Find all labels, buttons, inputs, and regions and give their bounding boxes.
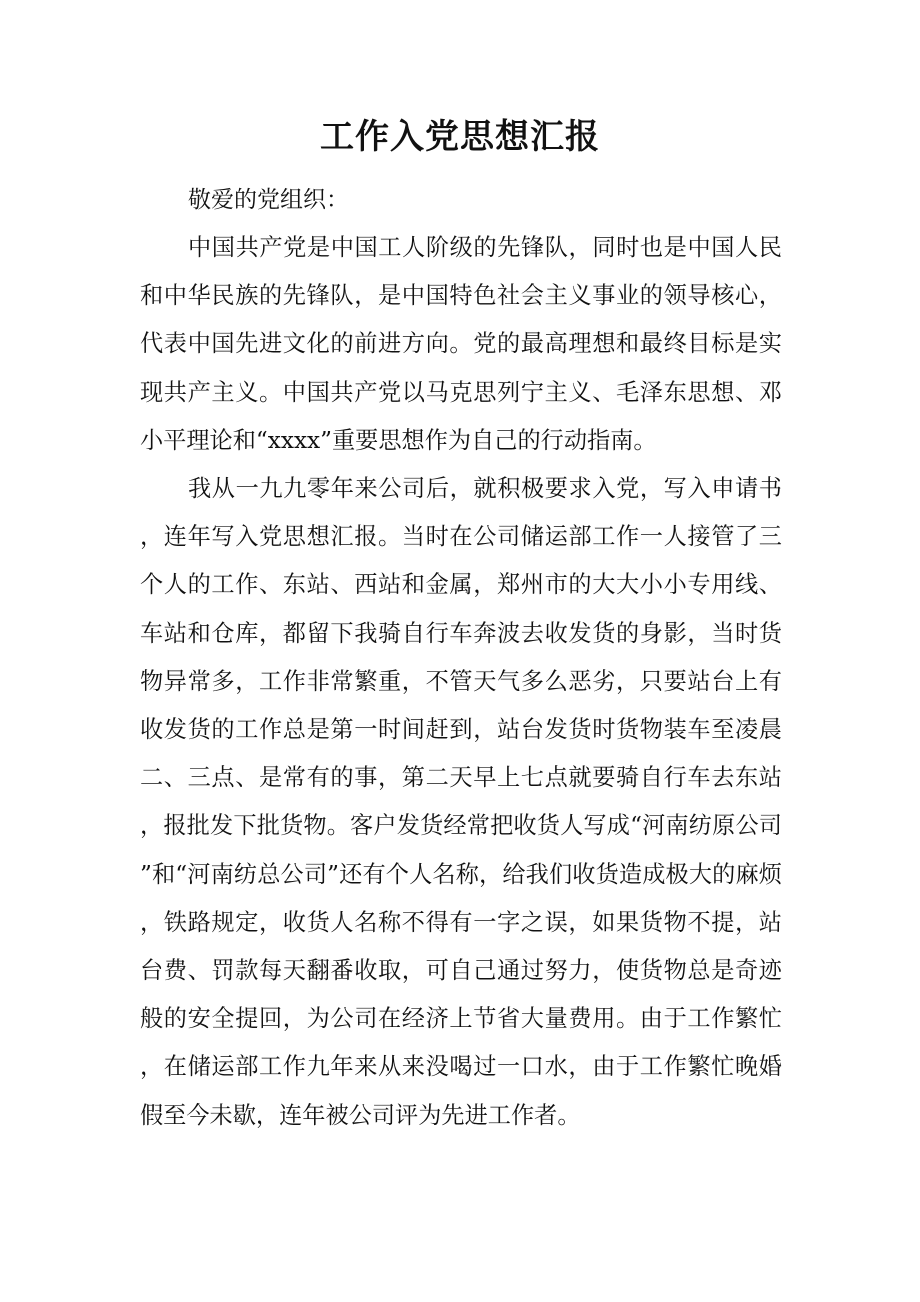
salutation: 敬爱的党组织： [188,187,349,213]
document-body [140,176,782,1140]
document-title: 工作入党思想汇报 [320,117,600,157]
paragraph-2: 我从一九九零年来公司后，就积极要求入党，写入申请书，连年写入党思想汇报。当时在公司储运部工作一人接管了三个人的工作、东站、西站和金属，郑州市的大大小小专用线、车站和仓库，都留下我骑自行车奔波去收发货的身影，当时货物异常多，工作非常繁重，不管天气多么恶劣，只要站台上有收发货的工作总是第一时间赶到，站台发货时货物装车至凌晨二、三点、是常有的事，第二天早上七点就要骑自行车去东站，报批发下批货物。客户发货经常把收货人写成“河南纺原公司”和“河南纺总公司”还有个人名称，给我们收货造成极大的麻烦，铁路规定，收货人名称不得有一字之误，如果货物不提，站台费、罚款每天翻番收取，可自己通过努力，使货物总是奇迹般的安全提回，为公司在经济上节省大量费用。由于工作繁忙，在储运部工作九年来从来没喝过一口水，由于工作繁忙晚婚假至今未歇，连年被公司评为先进工作者。 [140,475,782,1129]
paragraph-1: 中国共产党是中国工人阶级的先锋队，同时也是中国人民和中华民族的先锋队，是中国特色社会主义事业的领导核心，代表中国先进文化的前进方向。党的最高理想和最终目标是实现共产主义。中国共产党以马克思列宁主义、毛泽东思想、邓小平理论和“xxxx”重要思想作为自己的行动指南。 [140,234,782,454]
